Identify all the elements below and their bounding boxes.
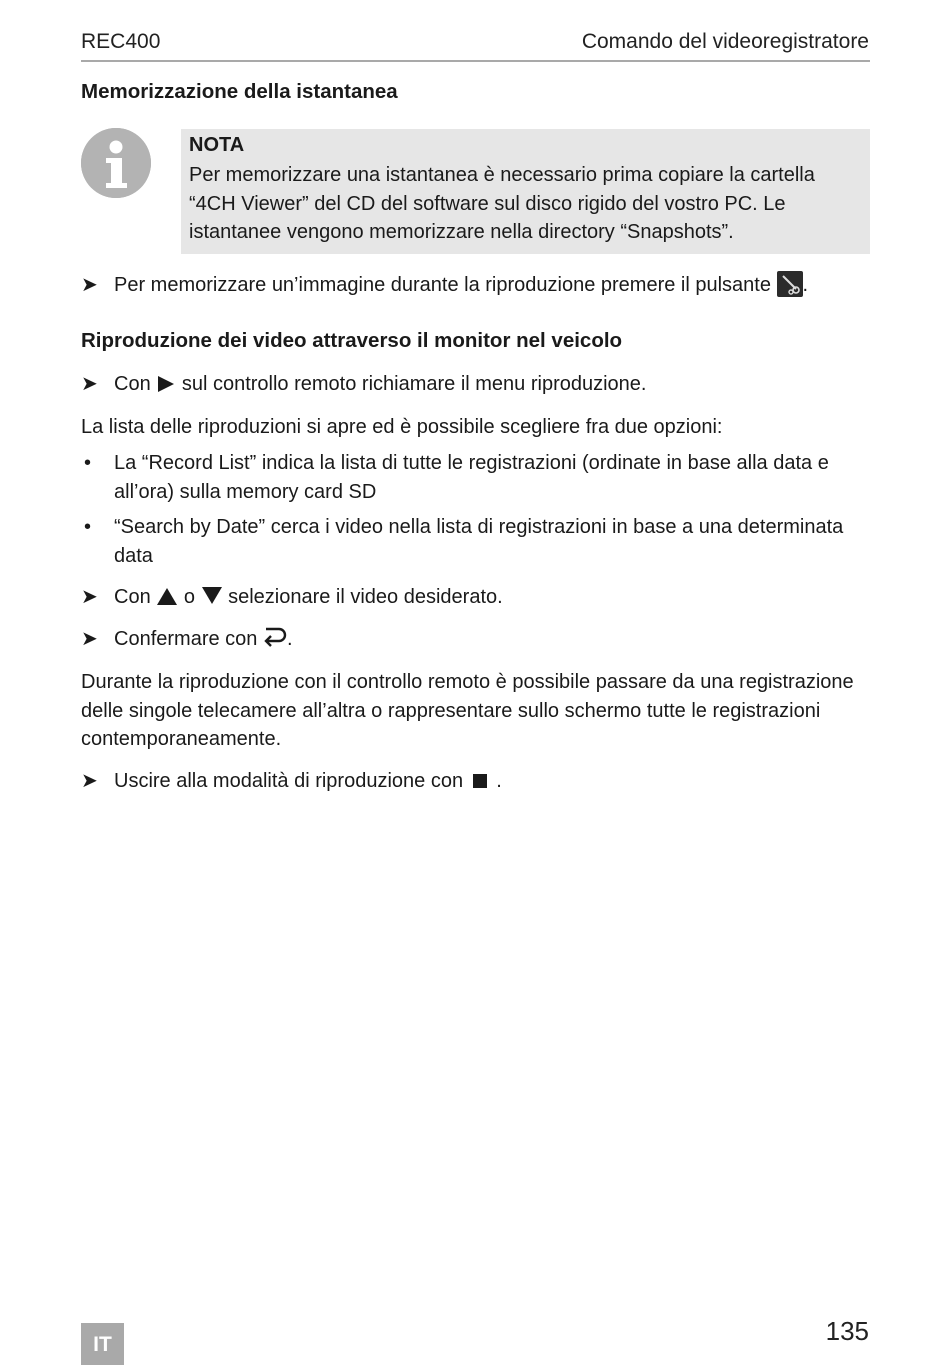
section-heading-playback: Riproduzione dei video attraverso il monitor nel veicolo <box>81 329 623 352</box>
step-text-post: sul controllo remoto richiamare il menu riproduzione. <box>181 373 647 395</box>
header-divider <box>81 60 870 62</box>
header-chapter-title: Comando del videoregistratore <box>581 30 869 53</box>
snapshot-button-icon <box>777 271 803 297</box>
playback-paragraph: Durante la riproduzione con il controllo remoto è possibile passare da una registrazione delle singole telecamere all’altra o rappresentare sullo schermo tutte le registrazioni contemporaneamente. <box>81 671 854 750</box>
language-tab: IT <box>81 1323 124 1365</box>
step-text-pre: Con <box>114 373 151 395</box>
arrow-bullet-icon: ➤ <box>81 373 98 395</box>
list-item-text: La “Record List” indica la lista di tutte le registrazioni (ordinate in base alla data e all’ora) sulla memory card SD <box>114 452 829 503</box>
step-text-mid: o <box>183 586 195 608</box>
step-text: Per memorizzare un’immagine durante la riproduzione premere il pulsante <box>114 274 771 296</box>
step-text-pre: Confermare con <box>114 628 258 650</box>
step-text-pre: Con <box>114 586 151 608</box>
list-item-text: “Search by Date” cerca i video nella lista di registrazioni in base a una determinata data <box>114 516 844 567</box>
stop-icon <box>469 770 491 799</box>
play-icon <box>156 373 176 402</box>
info-icon <box>81 128 151 198</box>
step-text-pre: Uscire alla modalità di riproduzione con <box>114 770 464 792</box>
arrow-bullet-icon: ➤ <box>81 770 98 792</box>
bullet-dot: • <box>84 452 92 474</box>
step-text-post: selezionare il video desiderato. <box>228 586 503 608</box>
page-number: 135 <box>825 1316 869 1346</box>
step-end: . <box>286 628 293 650</box>
bullet-dot: • <box>84 516 92 538</box>
intro-text: La lista delle riproduzioni si apre ed è possibile scegliere fra due opzioni: <box>81 416 723 438</box>
down-triangle-icon <box>201 586 223 615</box>
arrow-bullet-icon: ➤ <box>81 586 98 608</box>
enter-return-icon <box>263 626 287 657</box>
up-triangle-icon <box>156 586 178 615</box>
arrow-bullet-icon: ➤ <box>81 274 98 296</box>
step-end: . <box>802 274 809 296</box>
note-title: NOTA <box>189 134 245 156</box>
section-heading-snapshot: Memorizzazione della istantanea <box>81 80 398 103</box>
note-text: Per memorizzare una istantanea è necessario prima copiare la cartella “4CH Viewer” del CD del software sul disco rigido del vostro PC. Le istantanee vengono memorizzare nella directory “Snapshots”. <box>189 164 815 243</box>
arrow-bullet-icon: ➤ <box>81 628 98 650</box>
step-end: . <box>496 770 502 792</box>
header-product-name: REC400 <box>81 30 161 53</box>
